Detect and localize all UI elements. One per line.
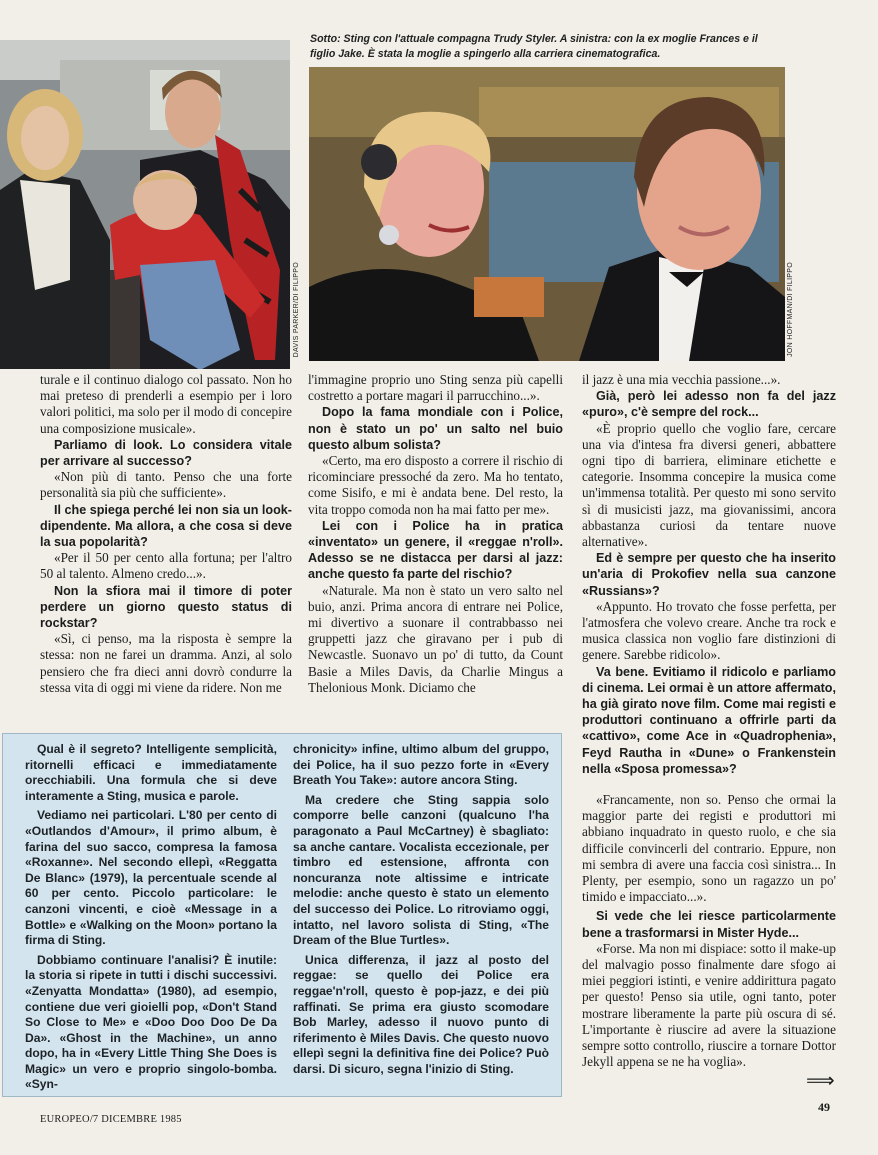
col1-question-2: Il che spiega perché lei non sia un look-dipendente. Ma allora, a che cosa si deve la sua popolarità? (40, 502, 292, 550)
photo-right-illustration (309, 67, 785, 361)
col1-question-1: Parliamo di look. Lo considera vitale per arrivare al successo? (40, 437, 292, 469)
col2-question-1: Dopo la fama mondiale con i Police, non è stato un po' un salto nel buio questo album solista? (308, 405, 563, 452)
photo-credit-right: JON HOFFMAN/DI FILIPPO (787, 262, 794, 357)
sidebar-col1-paragraph-2: Vediamo nei particolari. L'80 per cento di «Outlandos d'Amour», il primo album, è farina del suo sacco, compresa la famosa «Roxanne». Nel secondo ellepì, «Reggatta De Blanc» (1979), la percentuale scende al 60 per cento. Piccolo particolare: le canzoni vincenti, e cioè «Message in a Bottle» e «Walking on the Moon» portano la firma di Sting. (25, 808, 277, 948)
article-column-3-top (582, 372, 836, 777)
sidebar-col2-paragraph-2: Ma credere che Sting sappia solo comporre belle canzoni (qualcuno l'ha paragonato a Paul McCartney) è sbagliato: sa anche cantare. Vocalista eccezionale, per timbro ed estensione, affronta con noncuranza note altissime e intricate melodie: anche questo è stato un elemento del successo dei Police. Lo ritroviamo oggi, intatto, nel lavoro solista di Sting, «The Dream of the Blue Turtles». (293, 792, 549, 948)
page-number: 49 (818, 1100, 830, 1114)
photo-sting-with-frances-and-jake (0, 40, 290, 369)
sidebar-column-1 (25, 742, 277, 1097)
col1-question-3: Non la sfiora mai il timore di poter perdere un giorno questo status di rockstar? (40, 583, 292, 631)
col3-question-1: Già, però lei adesso non fa del jazz «puro», c'è sempre del rock... (582, 389, 836, 420)
photo-caption: Sotto: Sting con l'attuale compagna Trudy Styler. A sinistra: con la ex moglie Frances e il figlio Jake. È stata la moglie a spingerlo alla carriera cinematografica. (310, 33, 758, 60)
col2-question-2: Lei con i Police ha in pratica «inventato» un genere, il «reggae n'roll». Adesso se ne distacca per darsi al jazz: anche questo fa parte del rischio? (308, 518, 563, 582)
sidebar-box (2, 733, 562, 1097)
col1-answer-1: «Non più di tanto. Penso che una forte personalità sia più che sufficiente». (40, 469, 292, 501)
sidebar-col1-paragraph-1: Qual è il segreto? Intelligente semplicità, ritornelli efficaci e immediatamente orecchiabili. Una formula che si deve interamente a Sting, musica e parole. (25, 742, 277, 803)
col3-answer-1: «È proprio quello che voglio fare, cercare una via d'intesa fra diversi generi, abbattere ogni tipo di barriera, eliminare etichette e categorie. Insomma concepire la musica come un'immensa totalità. Per questo mi sono servito sì di musicisti jazz, ma giovanissimi, ancora abbastanza curiosi da tentare nuove alternative». (582, 420, 836, 550)
col3-question-2: Ed è sempre per questo che ha inserito un'aria di Prokofiev nella sua canzone «Russians»? (582, 551, 836, 598)
article-column-3-bottom (582, 792, 836, 1070)
photo-left-illustration (0, 40, 290, 369)
photo-credit-left: DAVIS PARKER/DI FILIPPO (293, 262, 300, 358)
col3-answer-3: «Francamente, non so. Penso che ormai la maggior parte dei registi e produttori mi abbiano inquadrato in questo ruolo, e che sia difficile convincerli del contrario. Eppure, non mi sembra di avere una faccia così sinistra... In Plenty, per esempio, sono un ragazzo un po' timido e impacciato...». (582, 792, 836, 905)
col1-answer-3: «Sì, ci penso, ma la risposta è sempre la stessa: non ne farei un dramma. Anzi, al solo pensiero che fra dieci anni dovrò condurre la stessa vita di oggi mi viene da ridere. Non me (40, 631, 292, 695)
sidebar-col2-paragraph-1: chronicity» infine, ultimo album del gruppo, dei Police, ha il suo pezzo forte in «Every Breath You Take»: autore ancora Sting. (293, 742, 549, 788)
article-column-2 (308, 372, 563, 696)
continue-arrow-icon: ⟹ (806, 1070, 835, 1092)
col3-question-3: Va bene. Evitiamo il ridicolo e parliamo di cinema. Lei ormai è un attore affermato, ha già girato nove film. Come mai registi e produttori continuano a offrirle parti da «cattivo», come Ace in «Quadrophenia», Feyd Rautha in «Dune» o Frankenstein nella «Sposa promessa»? (582, 664, 836, 776)
col3-paragraph-1: il jazz è una mia vecchia passione...». (582, 372, 781, 387)
sidebar-column-2 (293, 742, 549, 1081)
photo-sting-with-trudy-styler (309, 67, 785, 361)
col2-answer-1: «Certo, ma ero disposto a correre il rischio di ricominciare pressoché da zero. Ma ho tentato, come Sisifo, e mi è andata bene. Del resto, la vita troppo comoda non ha mai fatto per me». (308, 453, 563, 517)
col3-question-4: Si vede che lei riesce particolarmente bene a trasformarsi in Mister Hyde... (582, 909, 836, 940)
sidebar-col1-paragraph-3: Dobbiamo continuare l'analisi? È inutile: la storia si ripete in tutti i dischi successivi. «Zenyatta Mondatta» (1980), ad esempio, contiene due veri gioielli pop, «Don't Stand So Close to Me» e «Doo Doo Doo De Da Da». «Ghost in the Machine», un anno dopo, ha in «Every Little Thing She Does is Magic» un vero e proprio singolo-bomba. «Syn- (25, 952, 277, 1092)
magazine-issue: EUROPEO/7 DICEMBRE 1985 (40, 1114, 182, 1125)
col3-answer-2: «Appunto. Ho trovato che fosse perfetta, per l'atmosfera che volevo creare. Anche tra rock e musica classica non voglio fare distinzioni di genere. Sarebbe ridicolo». (582, 598, 836, 663)
col1-paragraph-1: turale e il continuo dialogo col passato. Non ho mai preteso di prenderli a esempio per i loro valori politici, ma solo per il modo di concepire una composizione musicale». (40, 372, 292, 436)
col2-answer-2: «Naturale. Ma non è stato un vero salto nel buio, anzi. Prima ancora di entrare nei Police, mi divertivo a suonare il contrabbasso nei gruppetti jazz che giravano per i pub di Newcastle. Suonavo un po' di tutto, da Count Basie a Miles Davis, da Charlie Mingus a Thelonious Monk. Diciamo che (308, 582, 563, 695)
article-column-1 (40, 372, 292, 696)
sidebar-col2-paragraph-3: Unica differenza, il jazz al posto del reggae: se quello dei Police era reggae'n'roll, questo è pop-jazz, e dei più raffinati. Se prima era giusto scomodare Bob Marley, adesso il nuovo punto di riferimento è Miles Davis. Che questo nuovo ellepì segni la definitiva fine dei Police? Può darsi. Di sicuro, segna l'inizio di Sting. (293, 952, 549, 1076)
col2-paragraph-1: l'immagine proprio uno Sting senza più capelli costretto a portare magari il parrucchino...». (308, 372, 563, 404)
col1-answer-2: «Per il 50 per cento alla fortuna; per l'altro 50 al talento. Almeno credo...». (40, 550, 292, 582)
col3-answer-4: «Forse. Ma non mi dispiace: sotto il make-up del malvagio posso finalmente dare sfogo ai miei peggiori istinti, e venire addirittura pagato per questo! Penso sia utile, ogni tanto, poter mostrare liberamente la parte più oscura di sé. L'importante è riuscire ad avere la situazione sempre sotto controllo, riuscire a tornare Dottor Jekyll appena se ne ha voglia». (582, 940, 836, 1070)
